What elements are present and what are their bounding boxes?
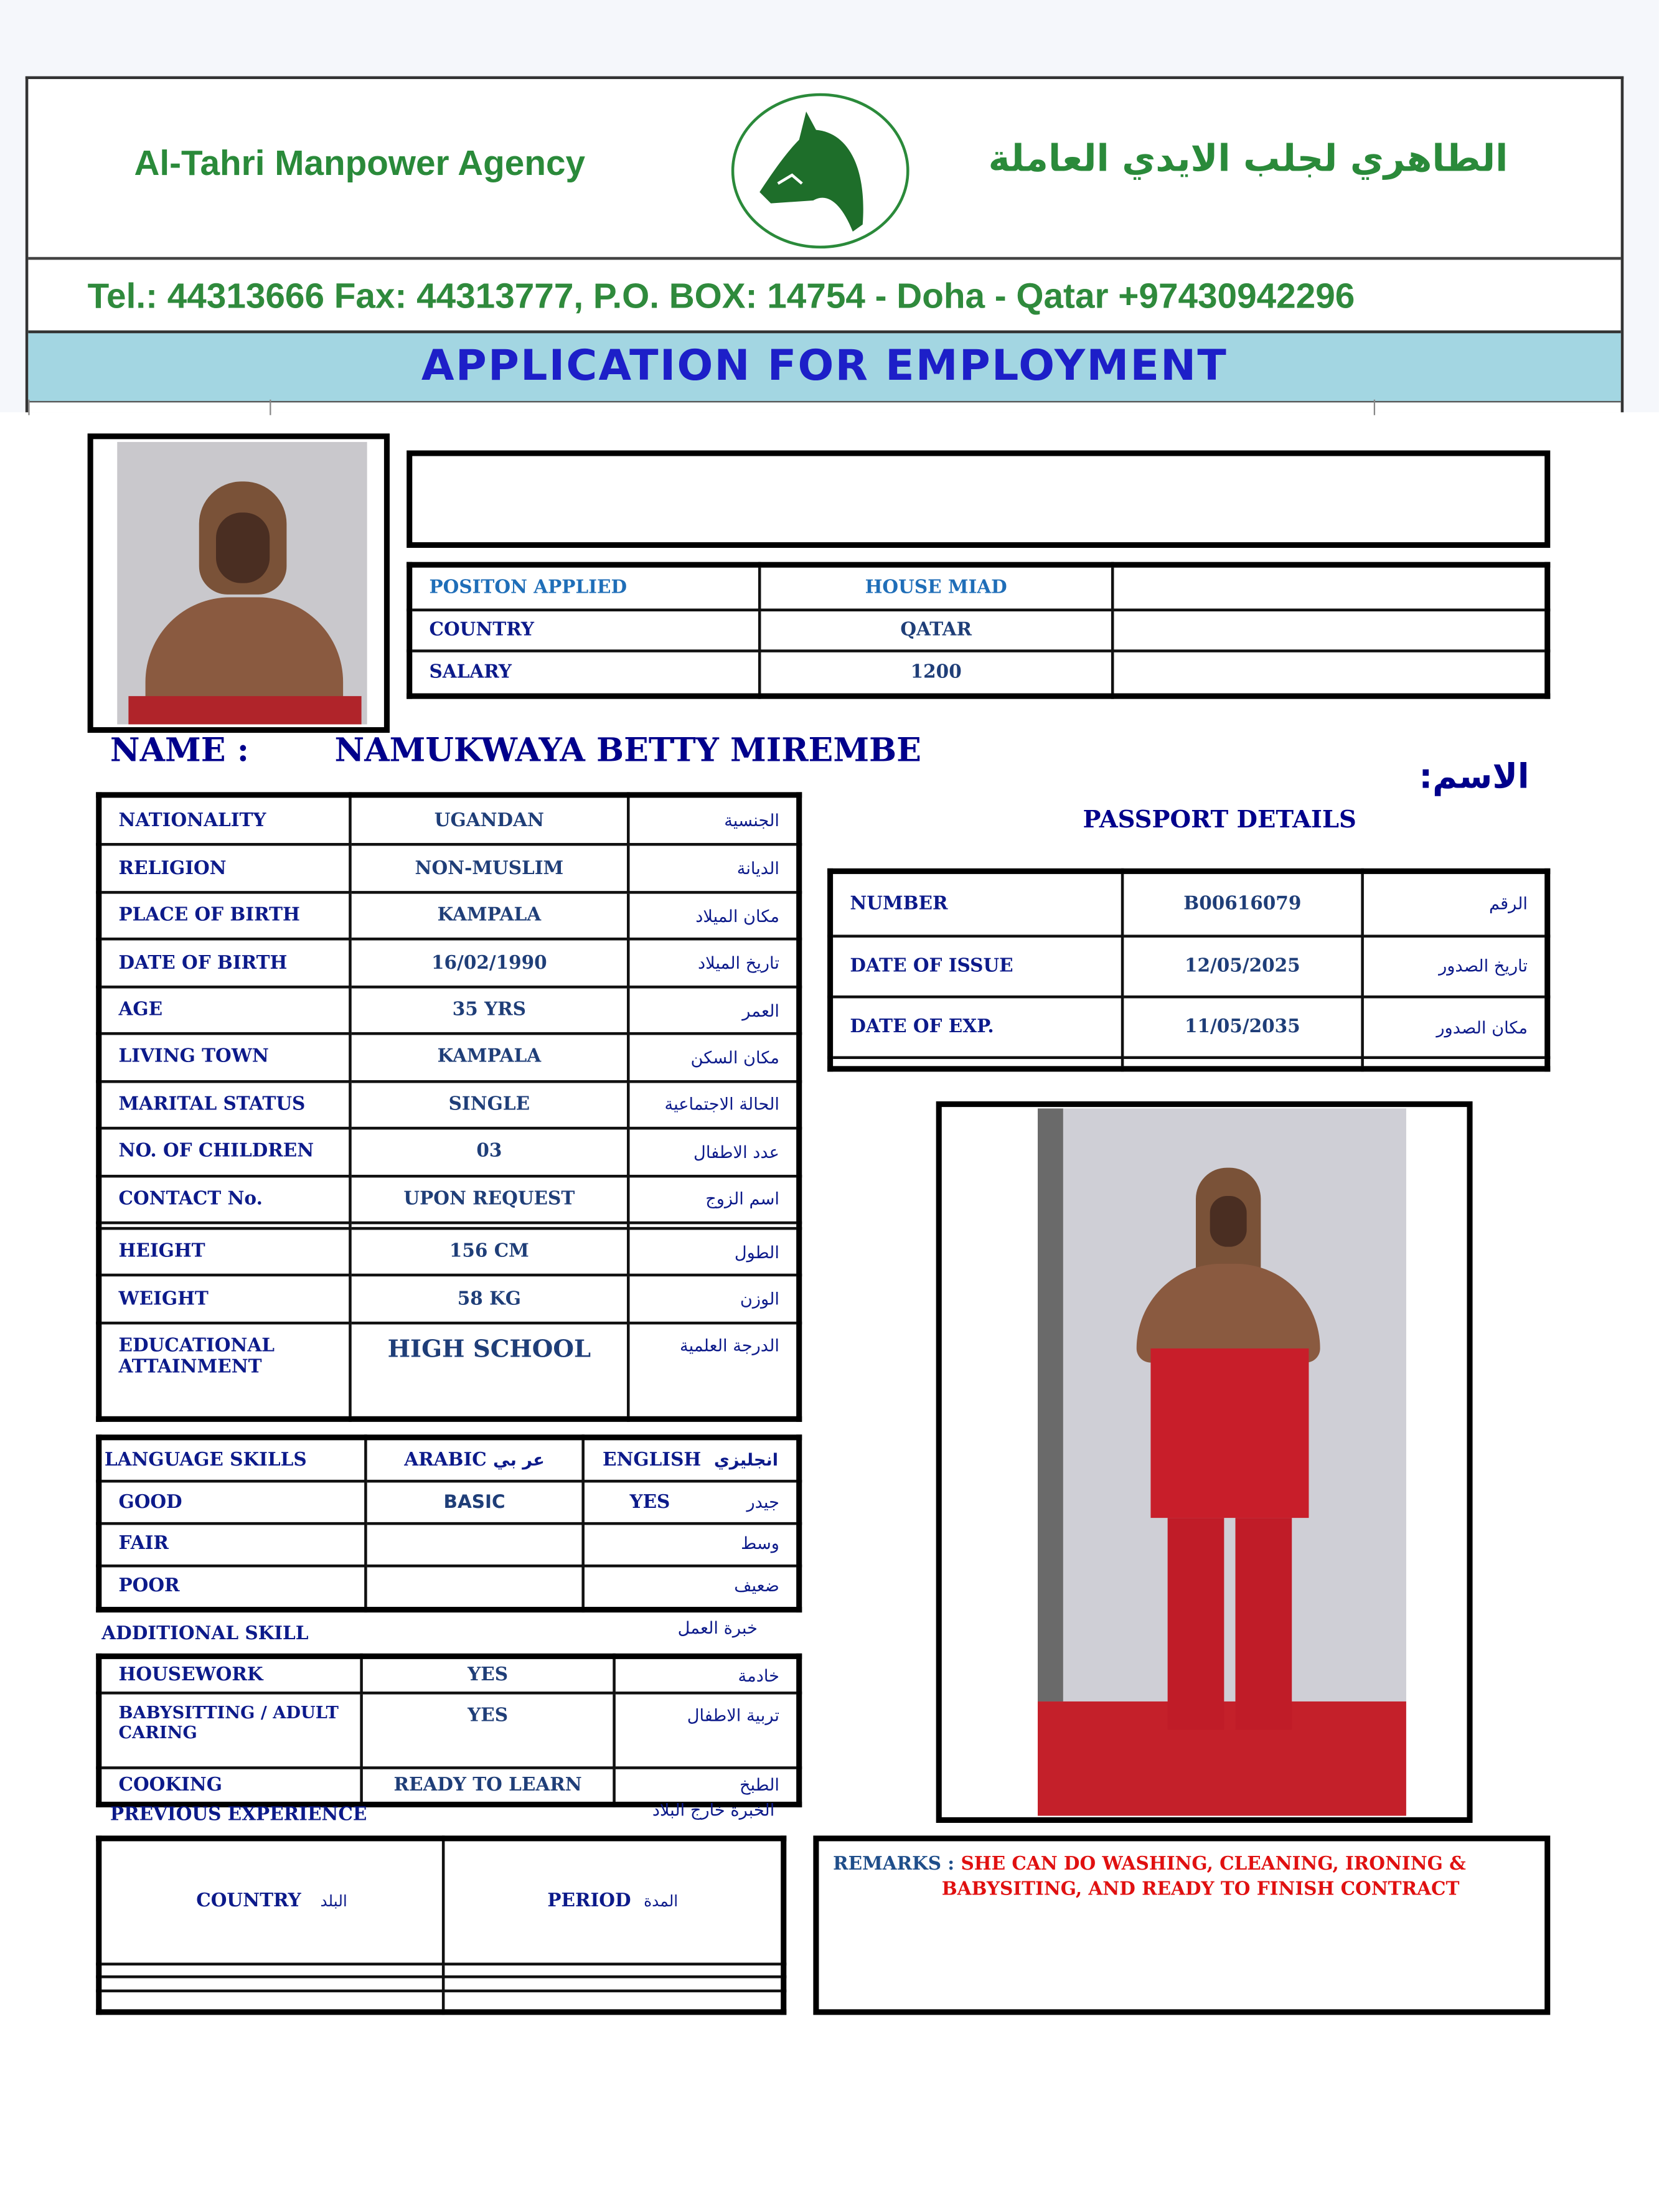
table-row (99, 845, 799, 892)
previous-experience-title: PREVIOUS EXPERIENCE (110, 1804, 367, 1826)
table-row (830, 997, 1548, 1058)
skill-value: YES (362, 1656, 614, 1693)
personal-label-ar (628, 1223, 799, 1228)
passport-label-ar: مكان الصدور (1363, 997, 1548, 1058)
personal-label-ar: عدد الاطفال (628, 1128, 799, 1175)
arabic-header: ARABIC (404, 1449, 487, 1471)
empty-cell (1122, 1058, 1363, 1069)
language-skills-table (96, 1434, 802, 1612)
arabic-header-ar: عر بي (493, 1449, 545, 1470)
language-level: POOR (99, 1565, 366, 1609)
position-value: HOUSE MIAD (759, 565, 1112, 609)
empty-cell (1112, 609, 1548, 652)
table-row (99, 1838, 784, 1964)
table-row (830, 936, 1548, 997)
personal-value: 16/02/1990 (350, 939, 628, 987)
personal-label-ar: الوزن (628, 1276, 799, 1323)
empty-cell (443, 1977, 784, 1991)
agency-name-en: Al-Tahri Manpower Agency (134, 144, 586, 184)
additional-skill-table (96, 1654, 802, 1807)
personal-value: 156 CM (350, 1228, 628, 1276)
position-label: POSITON APPLIED (410, 565, 759, 609)
table-row (830, 871, 1548, 936)
table-row (99, 1223, 799, 1228)
table-row (99, 1693, 799, 1767)
arabic-level (365, 1565, 583, 1609)
horse-logo-icon (728, 90, 912, 252)
additional-skill-title: ADDITIONAL SKILL (101, 1624, 309, 1645)
personal-label: AGE (99, 987, 350, 1034)
table-row (99, 1228, 799, 1276)
table-row (99, 1081, 799, 1129)
country-value: QATAR (759, 609, 1112, 652)
period-header: PERIOD (547, 1891, 631, 1913)
table-row (99, 1656, 799, 1693)
applicant-name: NAMUKWAYA BETTY MIREMBE (334, 731, 921, 770)
personal-label-ar: الطول (628, 1228, 799, 1276)
table-row (99, 1438, 799, 1482)
portrait-photo-frame (88, 433, 390, 733)
table-row (99, 1991, 784, 2012)
personal-value: SINGLE (350, 1081, 628, 1129)
previous-experience-table (96, 1835, 786, 2015)
salary-label: SALARY (410, 651, 759, 696)
english-header-ar: انجليزي (713, 1449, 779, 1470)
empty-cell (99, 1977, 443, 1991)
title-banner (28, 331, 1620, 403)
table-row (99, 1175, 799, 1223)
contact-line: Tel.: 44313666 Fax: 44313777, P.O. BOX: 14754 - Doha - Qatar +97430942296 (87, 276, 1355, 317)
table-row (99, 939, 799, 987)
personal-label: CONTACT No. (99, 1175, 350, 1223)
country-header: COUNTRY (196, 1891, 301, 1913)
table-row (99, 1964, 784, 1977)
full-body-photo (1038, 1108, 1406, 1815)
passport-label: DATE OF ISSUE (830, 936, 1122, 997)
personal-label (99, 1223, 350, 1228)
personal-label: DATE OF BIRTH (99, 939, 350, 987)
personal-label-ar: الدرجة العلمية (628, 1323, 799, 1419)
remarks-line-2: BABYSITING, AND READY TO FINISH CONTRACT (941, 1879, 1460, 1901)
remarks-box (813, 1835, 1550, 2015)
position-table (407, 562, 1550, 699)
passport-value: 11/05/2035 (1122, 997, 1363, 1058)
personal-value: HIGH SCHOOL (350, 1323, 628, 1419)
remarks-label: REMARKS : (833, 1853, 955, 1875)
personal-label: NATIONALITY (99, 795, 350, 845)
table-row (99, 1977, 784, 1991)
logo-row (28, 79, 1620, 260)
empty-cell (99, 1991, 443, 2012)
english-level-cell (583, 1482, 799, 1523)
previous-experience-title-ar: الخبرة خارج البلاد (652, 1800, 775, 1820)
table-row (410, 565, 1548, 609)
country-header-ar: البلد (320, 1892, 347, 1911)
arabic-level (365, 1523, 583, 1565)
empty-cell (443, 1991, 784, 2012)
skill-value: YES (362, 1693, 614, 1767)
personal-label: NO. OF CHILDREN (99, 1128, 350, 1175)
personal-value: 58 KG (350, 1276, 628, 1323)
personal-label-ar: الديانة (628, 845, 799, 892)
personal-label-ar: العمر (628, 987, 799, 1034)
personal-value: KAMPALA (350, 892, 628, 939)
personal-value: KAMPALA (350, 1034, 628, 1081)
period-header-ar: المدة (644, 1892, 679, 1911)
passport-label-ar: تاريخ الصدور (1363, 936, 1548, 997)
table-row (410, 609, 1548, 652)
skill-label-ar: تربية الاطفال (614, 1693, 799, 1767)
personal-label: RELIGION (99, 845, 350, 892)
table-row (99, 1034, 799, 1081)
skill-label: BABYSITTING / ADULT CARING (99, 1693, 362, 1767)
personal-value: NON-MUSLIM (350, 845, 628, 892)
language-level: FAIR (99, 1523, 366, 1565)
personal-value: UPON REQUEST (350, 1175, 628, 1223)
country-label: COUNTRY (410, 609, 759, 652)
table-row (830, 1058, 1548, 1069)
passport-label: DATE OF EXP. (830, 997, 1122, 1058)
personal-label: MARITAL STATUS (99, 1081, 350, 1129)
language-level-ar: وسط (741, 1533, 779, 1554)
blank-box (407, 450, 1550, 547)
personal-label-ar: مكان السكن (628, 1034, 799, 1081)
table-row (99, 1523, 799, 1565)
personal-label: PLACE OF BIRTH (99, 892, 350, 939)
language-level: GOOD (99, 1482, 366, 1523)
language-level-ar: جيدر (746, 1492, 779, 1512)
skill-label-ar: خادمة (614, 1656, 799, 1693)
passport-value: 12/05/2025 (1122, 936, 1363, 997)
cut-row (28, 400, 1622, 415)
personal-details-table (96, 792, 802, 1422)
table-row (99, 1767, 799, 1805)
agency-name-ar: الطاهري لجلب الايدي العاملة (988, 138, 1508, 181)
personal-value (350, 1223, 628, 1228)
salary-value: 1200 (759, 651, 1112, 696)
letterhead (26, 76, 1624, 412)
form-title: APPLICATION FOR EMPLOYMENT (421, 341, 1228, 392)
table-row (99, 1482, 799, 1523)
remarks-line-1: SHE CAN DO WASHING, CLEANING, IRONING & (961, 1853, 1466, 1875)
table-row (99, 1128, 799, 1175)
empty-cell (443, 1964, 784, 1977)
skill-label: HOUSEWORK (99, 1656, 362, 1693)
passport-value: B00616079 (1122, 871, 1363, 936)
table-row (99, 1565, 799, 1609)
personal-value: 03 (350, 1128, 628, 1175)
personal-label-ar: الجنسية (628, 795, 799, 845)
personal-label-ar: اسم الزوج (628, 1175, 799, 1223)
english-level: YES (629, 1492, 670, 1513)
name-label-ar: الاسم: (1419, 756, 1530, 797)
passport-table (827, 868, 1550, 1072)
full-body-photo-frame (936, 1101, 1473, 1823)
language-level-ar: ضعيف (734, 1576, 779, 1596)
empty-cell (1112, 565, 1548, 609)
personal-value: UGANDAN (350, 795, 628, 845)
table-row (99, 1276, 799, 1323)
passport-title: PASSPORT DETAILS (1083, 806, 1356, 835)
empty-cell (99, 1964, 443, 1977)
skill-value: READY TO LEARN (362, 1767, 614, 1805)
table-row (99, 892, 799, 939)
skill-label: COOKING (99, 1767, 362, 1805)
table-row (99, 1323, 799, 1419)
personal-label-ar: مكان الميلاد (628, 892, 799, 939)
personal-label: LIVING TOWN (99, 1034, 350, 1081)
table-row (99, 795, 799, 845)
personal-label: WEIGHT (99, 1276, 350, 1323)
english-header: ENGLISH (602, 1449, 702, 1471)
passport-label: NUMBER (830, 871, 1122, 936)
personal-value: 35 YRS (350, 987, 628, 1034)
arabic-level: BASIC (365, 1482, 583, 1523)
table-row (410, 651, 1548, 696)
portrait-photo (117, 442, 367, 725)
personal-label: EDUCATIONAL ATTAINMENT (99, 1323, 350, 1419)
empty-cell (1363, 1058, 1548, 1069)
additional-skill-title-ar: خبرة العمل (677, 1618, 758, 1638)
table-row (99, 987, 799, 1034)
empty-cell (830, 1058, 1122, 1069)
name-label: NAME : (110, 731, 249, 770)
english-level-cell (583, 1523, 799, 1565)
empty-cell (1112, 651, 1548, 696)
personal-label-ar: الحالة الاجتماعية (628, 1081, 799, 1129)
language-header: LANGUAGE SKILLS (99, 1438, 366, 1482)
skill-label-ar: الطبخ (614, 1767, 799, 1805)
personal-label: HEIGHT (99, 1228, 350, 1276)
english-level-cell (583, 1565, 799, 1609)
passport-label-ar: الرقم (1363, 871, 1548, 936)
personal-label-ar: تاريخ الميلاد (628, 939, 799, 987)
